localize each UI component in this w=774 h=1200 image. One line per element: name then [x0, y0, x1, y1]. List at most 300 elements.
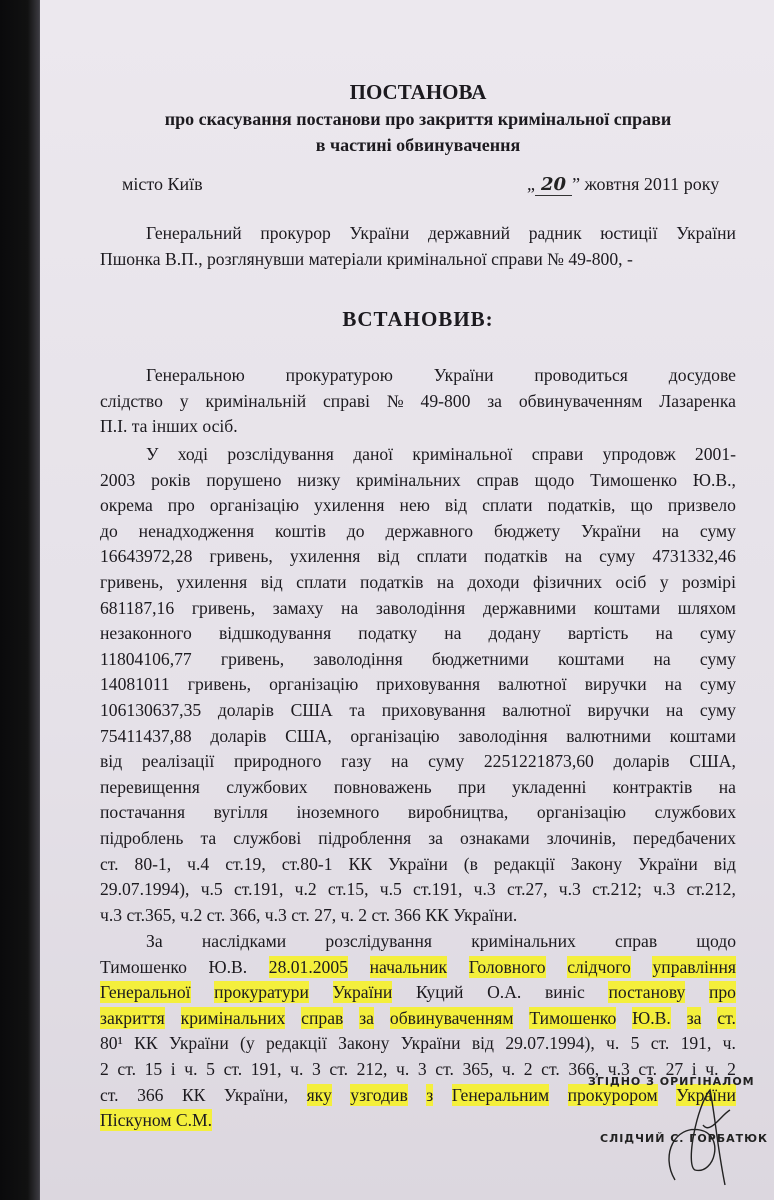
highlighted-word: обвинуваченням [389, 1007, 514, 1028]
word: суму [599, 546, 636, 567]
word: кримінальної [412, 444, 513, 464]
highlighted-word: справ [301, 1007, 344, 1028]
text-line [100, 415, 736, 437]
word: ході [177, 444, 209, 464]
word: у [659, 572, 669, 592]
word: до [100, 520, 118, 541]
word: доходи [467, 572, 520, 592]
text-line [100, 904, 736, 926]
signature [655, 1085, 745, 1195]
word: Генеральний [146, 223, 242, 243]
highlighted-word: закриття [100, 1007, 165, 1028]
word: років [151, 469, 191, 490]
word: доларів [217, 700, 274, 720]
word: 3 [312, 1059, 321, 1079]
word: організацію [536, 802, 627, 823]
word: доларів [613, 751, 670, 772]
word: службових [226, 776, 308, 797]
highlighted-word: слідчого [567, 956, 631, 977]
word: бюджету [493, 520, 561, 541]
word: від [444, 495, 468, 516]
highlighted-word: Тимошенко [529, 1007, 617, 1028]
text-line [100, 750, 736, 772]
text-line [146, 930, 736, 952]
word: КК [348, 853, 373, 874]
word: вугілля [213, 802, 268, 823]
word: ст.212; [592, 879, 642, 900]
highlighted-word: з [426, 1084, 434, 1105]
word: КК [181, 1084, 206, 1105]
word: суму [699, 674, 736, 695]
word: від [260, 572, 283, 592]
word: суму [699, 700, 736, 720]
text-line [100, 1109, 736, 1131]
word: на [661, 520, 679, 541]
word: на [444, 623, 462, 644]
word: ст. [329, 1059, 348, 1079]
word: 15 [144, 1059, 163, 1079]
word: при [458, 776, 486, 797]
highlighted-word: ст. [717, 1007, 736, 1028]
text-segment: П.І. та інших осіб. [100, 416, 238, 437]
word: Лазаренка [659, 390, 736, 411]
word: розслідування [325, 931, 432, 951]
word: 16643972,28 [100, 546, 193, 567]
word: 2 [100, 1059, 109, 1079]
word: замаху [272, 597, 324, 618]
word: редакції [266, 1033, 327, 1054]
word: Тимошенко [590, 469, 678, 490]
word: кримінальних [471, 931, 576, 951]
word: відшкодування [218, 623, 332, 644]
word: 2003 [100, 469, 136, 490]
text-line [100, 725, 736, 747]
word: 5 [630, 1033, 640, 1054]
word: розмірі [681, 572, 736, 592]
word: службові [233, 828, 302, 848]
word: ч.2 [294, 879, 317, 900]
word: сплати [482, 495, 533, 516]
word: державний [427, 223, 511, 243]
word: 80¹ [100, 1033, 123, 1054]
word: призвело [667, 495, 736, 516]
word: Генеральною [146, 365, 245, 385]
word: кримінальній [205, 390, 307, 411]
text-line [100, 469, 736, 491]
word: ч.3 [473, 879, 496, 900]
word: податку [358, 623, 418, 644]
word: суму [699, 648, 736, 669]
text-line [100, 776, 736, 798]
date-month-year: ” жовтня 2011 року [572, 174, 720, 194]
word: редакції [493, 853, 555, 874]
city: місто Київ [122, 174, 203, 194]
word: ст.19, [225, 853, 266, 874]
word: суму [699, 623, 736, 644]
word: досудове [668, 365, 736, 385]
text-line [100, 981, 736, 1003]
word: 212, [356, 1059, 388, 1079]
word: виручки [587, 700, 650, 720]
text-line [100, 248, 736, 270]
word: 80-1, [134, 853, 172, 874]
word: на [564, 546, 583, 567]
word: США, [285, 725, 332, 746]
highlighted-text: Піскуном С.М. [100, 1110, 213, 1131]
word: додану [488, 623, 541, 644]
word: 191, [680, 1033, 712, 1054]
word: шляхом [677, 597, 736, 618]
word: незаконного [100, 623, 192, 644]
word: США, [689, 751, 736, 772]
text-line [100, 622, 736, 644]
text-line [100, 494, 736, 516]
word: ухилення [289, 546, 361, 567]
text-line [100, 571, 736, 593]
word: від [471, 1033, 495, 1054]
word: За [146, 931, 163, 951]
word: сплати [416, 546, 468, 567]
word: укладенні [512, 776, 587, 797]
text-line [100, 1007, 736, 1029]
word: гривень, [209, 546, 273, 567]
word: про [167, 495, 195, 516]
word: Закону [338, 1033, 390, 1054]
text-line [100, 699, 736, 721]
word: коштів [275, 520, 326, 541]
word: наслідками [201, 931, 287, 951]
word: 191, [250, 1059, 282, 1079]
text-line [100, 1032, 736, 1054]
word: України [433, 365, 494, 385]
word: ч.5 [200, 879, 223, 900]
word: організацію [209, 495, 299, 516]
text-line [100, 648, 736, 670]
word: вартість [567, 623, 629, 644]
word: ч. [705, 1059, 719, 1079]
highlighted-word: прокурором [567, 1084, 658, 1105]
word: від [100, 751, 123, 772]
word: ч.3 [558, 879, 581, 900]
word: нею [399, 495, 430, 516]
word: і [170, 1059, 176, 1079]
word: злочинів, [546, 828, 617, 848]
word: суму [428, 751, 465, 772]
word: службових [654, 802, 736, 823]
highlighted-word: за [686, 1007, 702, 1028]
word: справ [615, 931, 658, 951]
highlighted-word: Генеральної [100, 982, 191, 1003]
word: окрема [100, 495, 153, 516]
word: України [581, 520, 641, 541]
word: 106130637,35 [100, 700, 202, 720]
word: перевищення [100, 776, 200, 797]
investigator-stamp: СЛІДЧИЙ С. ГОРБАТЮК [600, 1132, 769, 1145]
word: юстиції [600, 223, 658, 243]
word: суму [699, 520, 736, 541]
word: ст.80-1 [281, 853, 333, 874]
word: 29.07.1994), [505, 1033, 595, 1054]
word: гривень, [100, 572, 164, 592]
word: 365, [462, 1059, 494, 1079]
text-segment: ч.3 ст.365, ч.2 ст. 366, ч.3 ст. 27, ч. 2 ст. 366 КК України. [100, 904, 518, 925]
text-line [100, 597, 736, 619]
text-line [100, 673, 736, 695]
word: ст. [100, 1084, 119, 1105]
word: справ [476, 469, 519, 490]
word: доларів [210, 725, 267, 746]
word: 29.07.1994), [100, 879, 190, 900]
word: Куций [415, 982, 464, 1003]
word: 14081011 [100, 674, 170, 695]
word: України [168, 1033, 229, 1054]
text-line [100, 545, 736, 567]
word: Тимошенко [100, 956, 187, 977]
highlighted-word: України [676, 1084, 736, 1105]
word: проводиться [534, 365, 628, 385]
word: та [349, 700, 366, 720]
word: реалізації [141, 751, 215, 772]
highlighted-word: Ю.В. [632, 1007, 671, 1028]
word: 3 [417, 1059, 427, 1079]
word: КК [134, 1033, 158, 1054]
word: ч. [722, 1033, 736, 1054]
word: ч.3 [607, 1059, 630, 1079]
text-segment: Пшонка В.П., розглянувши матеріали кримінальної справи № 49-800, - [100, 248, 633, 269]
word: приховування [376, 674, 481, 695]
highlighted-word: начальник [369, 956, 448, 977]
word: ч. [184, 1059, 198, 1079]
word: організацію [269, 674, 359, 695]
word: на [340, 597, 359, 618]
word: повноважень [333, 776, 432, 797]
word: що [630, 495, 653, 516]
word: Закону [570, 853, 623, 874]
word: № [386, 390, 404, 411]
word: ст. [117, 1059, 136, 1079]
text-line [146, 443, 736, 465]
word: ст. [435, 1059, 454, 1079]
word: податків [360, 572, 424, 592]
word: і [691, 1059, 697, 1079]
text-line [100, 801, 736, 823]
word: 681187,16 [100, 597, 175, 618]
word: на [436, 572, 455, 592]
word: бюджетними [431, 648, 529, 669]
highlighted-word: постанову [608, 982, 686, 1003]
word: ч.3 [653, 879, 676, 900]
word: 2 [727, 1059, 736, 1079]
highlighted-word: яку [306, 1084, 332, 1105]
word: 2001- [694, 444, 736, 464]
word: гривень, [220, 648, 285, 669]
word: Ю.В., [692, 469, 736, 490]
word: ухилення [313, 495, 385, 516]
highlighted-word: Головного [468, 956, 546, 977]
word: від [377, 546, 400, 567]
text-line [100, 956, 736, 978]
word: розслідування [227, 444, 334, 464]
word: та [200, 828, 217, 848]
handwritten-day: 20 [535, 174, 572, 196]
text-line [100, 520, 736, 542]
word: ст.15, [327, 879, 369, 900]
word: щодо [696, 931, 736, 951]
highlighted-word: управління [652, 956, 736, 977]
word: на [653, 648, 671, 669]
word: 75411437,88 [100, 725, 192, 746]
word: ст. [650, 1033, 670, 1054]
highlighted-word: за [359, 1007, 374, 1028]
word: ст.212, [686, 879, 736, 900]
word: ознаками [460, 828, 530, 848]
word: контрактів [612, 776, 693, 797]
word: України, [223, 1084, 289, 1105]
word: заволодіння [313, 648, 403, 669]
word: ст. [541, 1059, 560, 1079]
word: ст. [638, 1059, 657, 1079]
word: України [349, 223, 410, 243]
word: постачання [100, 802, 186, 823]
highlighted-word: про [708, 982, 736, 1003]
highlighted-word: кримінальних [180, 1007, 286, 1028]
document-subtitle-2: в частині обвинувачення [315, 135, 521, 155]
document-title: ПОСТАНОВА [349, 80, 487, 104]
word: ст. [100, 853, 119, 874]
word: природного [233, 751, 322, 772]
word: іноземного [296, 802, 380, 823]
word: 4731332,46 [652, 546, 736, 567]
word: У [146, 444, 159, 464]
word: ст.27, [506, 879, 548, 900]
word: валютної [498, 674, 567, 695]
word: ухилення [176, 572, 248, 592]
word: щодо [534, 469, 575, 490]
word: ч. [396, 1059, 410, 1079]
word: передбачених [633, 828, 736, 848]
word: радник [528, 223, 582, 243]
word: прокуратурою [285, 365, 393, 385]
word: даної [353, 444, 394, 464]
word: 11804106,77 [100, 648, 192, 669]
word: низку [297, 469, 341, 490]
word: від [713, 853, 736, 874]
word: 49-800 [420, 390, 471, 411]
highlighted-word: Генеральним [451, 1084, 550, 1105]
word: ненадходження [138, 520, 255, 541]
word: упродовж [602, 444, 676, 464]
word: ч.4 [187, 853, 210, 874]
word: на [718, 776, 736, 797]
word: податків, [547, 495, 616, 516]
word: прокурор [260, 223, 331, 243]
word: України [676, 223, 736, 243]
word: коштами [593, 597, 661, 618]
word: ч. [290, 1059, 304, 1079]
word: справі [322, 390, 371, 411]
text-line [100, 827, 736, 849]
highlighted-word: 28.01.2005 [268, 956, 348, 977]
word: підроблення [318, 828, 412, 848]
text-line [100, 853, 736, 875]
word: (у [240, 1033, 255, 1054]
word: виручки [584, 674, 647, 695]
word: за [428, 828, 443, 848]
word: порушено [206, 469, 282, 490]
word: 27 [665, 1059, 684, 1079]
word: валютними [566, 725, 651, 746]
word: України [387, 853, 448, 874]
word: ст.191, [413, 879, 463, 900]
highlighted-word: України [332, 982, 393, 1003]
word: ст.191, [233, 879, 284, 900]
word: гривень, [191, 597, 256, 618]
word: заволодіння [458, 725, 548, 746]
word: ч. [606, 1033, 620, 1054]
word: осіб [615, 572, 647, 592]
word: фізичних [532, 572, 603, 592]
word: сплати [296, 572, 347, 592]
word: Ю.В. [208, 956, 248, 977]
word: 2251221873,60 [483, 751, 594, 772]
word: 366, [568, 1059, 600, 1079]
text-line [100, 390, 736, 412]
section-heading: ВСТАНОВИВ: [342, 307, 494, 331]
certification-stamp: ЗГІДНО З ОРИГІНАЛОМ [588, 1075, 755, 1088]
highlighted-word: узгодив [350, 1084, 408, 1105]
word: гривень, [187, 674, 252, 695]
date-open-quote: „ [527, 174, 535, 194]
word: на [391, 751, 409, 772]
word: США [290, 700, 333, 720]
word: на [664, 674, 682, 695]
highlighted-word: прокуратури [214, 982, 309, 1003]
word: за [487, 390, 502, 411]
word: (в [463, 853, 478, 874]
word: України [400, 1033, 461, 1054]
word: О.А. [487, 982, 522, 1003]
document-date [527, 174, 719, 195]
word: коштами [558, 648, 625, 669]
text-line [146, 364, 736, 386]
text-line [146, 222, 736, 244]
word: державного [385, 520, 474, 541]
word: підроблень [100, 828, 184, 848]
word: 366 [137, 1084, 164, 1105]
word: виробництва, [407, 802, 509, 823]
word: приховування [381, 700, 486, 720]
word: 5 [206, 1059, 215, 1079]
word: ч. [501, 1059, 516, 1079]
word: до [346, 520, 365, 541]
document-subtitle: про скасування постанови про закриття кримінальної справи [164, 109, 672, 129]
word: організацію [350, 725, 440, 746]
word: 2 [523, 1059, 533, 1079]
word: газу [341, 751, 372, 772]
word: ч.5 [379, 879, 402, 900]
word: на [655, 623, 673, 644]
word: у [179, 390, 189, 411]
word: справи [531, 444, 584, 464]
word: обвинуваченням [518, 390, 643, 411]
word: України [638, 853, 698, 874]
text-line [100, 878, 736, 900]
word: на [666, 700, 684, 720]
word: слідство [100, 390, 163, 411]
word: заволодіння [375, 597, 466, 618]
word: кримінальних [356, 469, 461, 490]
word: податків [484, 546, 548, 567]
